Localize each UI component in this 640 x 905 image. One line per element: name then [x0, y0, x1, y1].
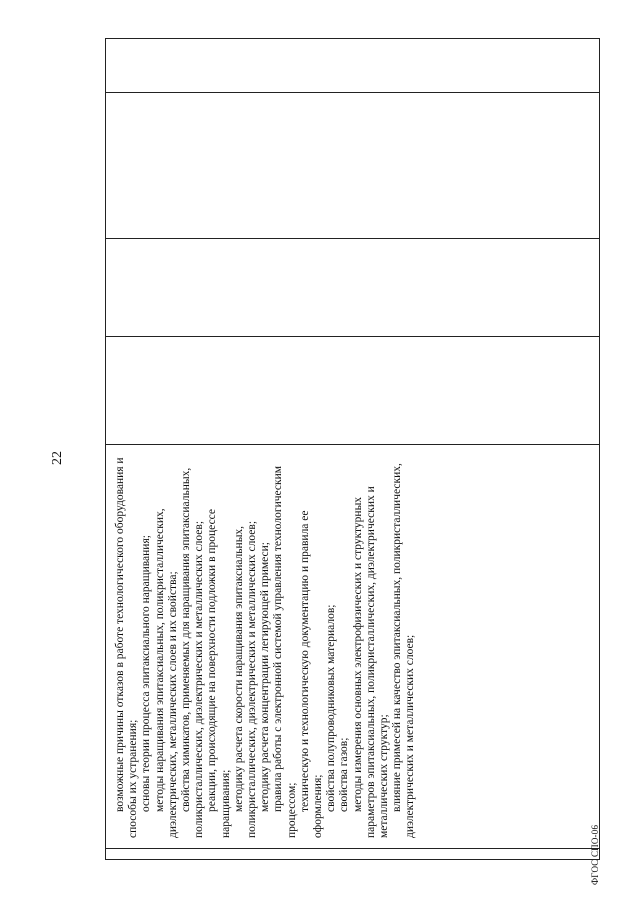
knowledge-cell	[106, 445, 600, 849]
table-row	[106, 39, 600, 860]
competency-code-cell	[106, 39, 600, 93]
list-item: правила работы с электронной системой управления технологическим процессом;	[272, 465, 298, 838]
max-load-cell	[106, 239, 600, 337]
list-item: методику расчета скорости наращивания эпитаксиальных, поликристаллических, диэлектрических и металлических слоев;	[232, 520, 259, 838]
list-item: методику расчета концентрации легирующей примеси;	[259, 542, 272, 812]
list-item: возможные причины отказов в работе технологического оборудования и способы их устранения;	[114, 457, 140, 838]
index-cell	[106, 849, 600, 860]
hours-cell	[106, 337, 600, 445]
competency-table	[105, 38, 600, 860]
list-item: методы измерения основных электрофизических и структурных параметров эпитаксиальных, поликристаллических, диэлектрических и металлических структур;	[351, 486, 391, 838]
knowledge-list	[106, 445, 418, 848]
list-item: реакции, происходящие на поверхности подложки в процессе наращивания;	[206, 508, 232, 838]
list-item: свойства химикатов, применяемых для наращивания эпитаксиальных, поликристаллических, диэлектрических и металлических слоев;	[180, 467, 206, 838]
module-cell	[106, 93, 600, 239]
page-number: 22	[50, 451, 65, 465]
list-item: основы теории процесса эпитаксиального наращивания;	[140, 535, 153, 812]
list-item: свойства полупроводниковых материалов;	[325, 604, 338, 812]
list-item: техническую и технологическую документацию и правила ее оформления;	[298, 510, 325, 838]
list-item: методы наращивания эпитаксиальных, поликристаллических, диэлектрических, металлических слоев и их свойства;	[153, 508, 179, 838]
footer-standard: ФГОС СПО-06	[590, 824, 600, 885]
list-item: влияние примесей на качество эпитаксиальных, поликристаллических, диэлектрических и металлических слоев;	[391, 463, 417, 838]
list-item: свойства газов;	[338, 737, 351, 812]
